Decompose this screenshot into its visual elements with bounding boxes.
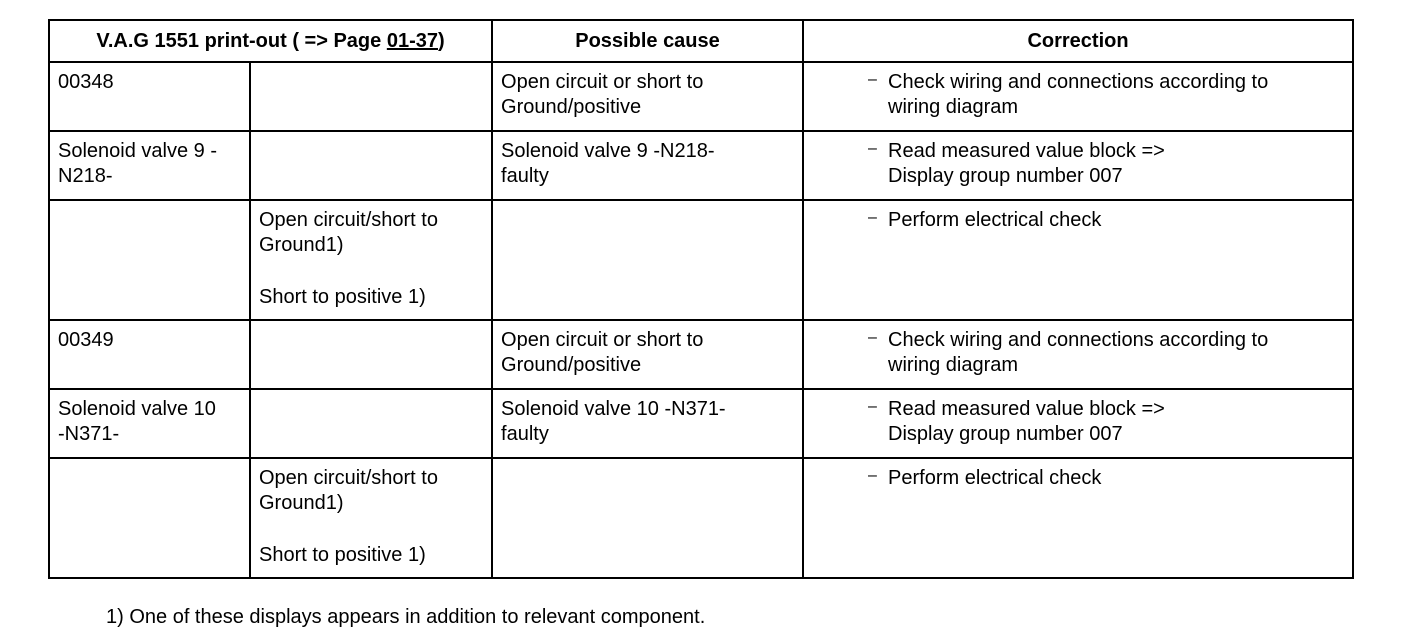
component-name: -N371- — [58, 423, 120, 445]
cause-text: Ground/positive — [501, 96, 642, 118]
correction-cell — [803, 389, 1353, 458]
fault-code-cell — [49, 389, 250, 458]
correction-text: Display group number 007 — [888, 423, 1123, 445]
component-name: Solenoid valve 10 — [58, 398, 216, 420]
correction-text: Perform electrical check — [888, 209, 1102, 231]
header-printout-prefix: V.A.G 1551 print-out ( => Page — [96, 30, 387, 52]
table-row — [49, 458, 1353, 578]
dash-bullet-icon: – — [868, 398, 877, 415]
cause-text: Solenoid valve 9 -N218- — [501, 140, 715, 162]
cause-text: Ground/positive — [501, 354, 642, 376]
fault-type-text: Short to positive 1) — [259, 286, 426, 308]
correction-cell — [803, 131, 1353, 200]
correction-text: Read measured value block => — [888, 398, 1165, 420]
cause-text: Open circuit or short to — [501, 329, 704, 351]
correction-cell — [803, 62, 1353, 131]
correction-item — [812, 139, 1345, 189]
component-name: N218- — [58, 165, 113, 187]
dash-bullet-icon: – — [868, 71, 877, 88]
fault-code-cell — [49, 131, 250, 200]
fault-code-cell — [49, 320, 250, 389]
header-printout-suffix: ) — [437, 30, 445, 52]
correction-text: wiring diagram — [888, 96, 1019, 118]
table-row — [49, 389, 1353, 458]
fault-type-cell — [250, 62, 492, 131]
correction-text: Display group number 007 — [888, 165, 1123, 187]
fault-type-cell — [250, 458, 492, 578]
correction-item — [812, 328, 1345, 378]
table-header-row — [49, 20, 1353, 62]
cause-text: faulty — [501, 165, 549, 187]
fault-type-cell — [250, 389, 492, 458]
dash-bullet-icon: – — [868, 467, 877, 484]
cause-text: Solenoid valve 10 -N371- — [501, 398, 726, 420]
footnote: 1) One of these displays appears in addition to relevant component. — [106, 606, 706, 628]
correction-item — [812, 466, 1345, 491]
correction-item — [812, 70, 1345, 120]
correction-item — [812, 208, 1345, 233]
correction-text: Perform electrical check — [888, 467, 1102, 489]
table-row — [49, 62, 1353, 131]
correction-text: Read measured value block => — [888, 140, 1165, 162]
fault-type-text: Open circuit/short to — [259, 209, 438, 231]
fault-type-text: Ground1) — [259, 234, 344, 256]
fault-type-cell — [250, 200, 492, 320]
correction-text: Check wiring and connections according to — [888, 329, 1269, 351]
component-name: Solenoid valve 9 - — [58, 140, 217, 162]
fault-code-cell — [49, 458, 250, 578]
fault-type-cell — [250, 320, 492, 389]
fault-type-text: Short to positive 1) — [259, 544, 426, 566]
correction-text: Check wiring and connections according to — [888, 71, 1269, 93]
correction-cell — [803, 320, 1353, 389]
header-correction: Correction — [803, 20, 1353, 62]
table-row — [49, 200, 1353, 320]
diagnostic-table — [48, 19, 1354, 579]
cause-cell — [492, 62, 803, 131]
dash-bullet-icon: – — [868, 329, 877, 346]
cause-text: faulty — [501, 423, 549, 445]
fault-code: 00349 — [58, 329, 114, 351]
cause-cell — [492, 458, 803, 578]
fault-code-cell — [49, 200, 250, 320]
correction-text: wiring diagram — [888, 354, 1019, 376]
header-possible-cause: Possible cause — [492, 20, 803, 62]
page-reference-link[interactable]: 01-37 — [386, 30, 438, 52]
cause-cell — [492, 389, 803, 458]
correction-cell — [803, 200, 1353, 320]
fault-code: 00348 — [58, 71, 114, 93]
cause-cell — [492, 320, 803, 389]
cause-cell — [492, 131, 803, 200]
table-row — [49, 320, 1353, 389]
correction-item — [812, 397, 1345, 447]
fault-type-text: Ground1) — [259, 492, 344, 514]
correction-cell — [803, 458, 1353, 578]
header-printout — [49, 20, 492, 62]
cause-cell — [492, 200, 803, 320]
dash-bullet-icon: – — [868, 209, 877, 226]
fault-code-cell — [49, 62, 250, 131]
table-row — [49, 131, 1353, 200]
fault-type-cell — [250, 131, 492, 200]
dash-bullet-icon: – — [868, 140, 877, 157]
cause-text: Open circuit or short to — [501, 71, 704, 93]
fault-type-text: Open circuit/short to — [259, 467, 438, 489]
